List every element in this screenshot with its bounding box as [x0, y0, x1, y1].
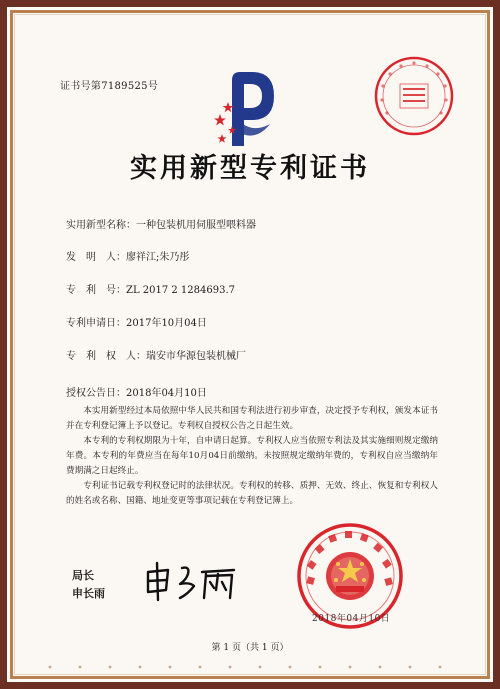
field-label: 专 利 权 人： — [66, 351, 146, 362]
field-label: 专利申请日： — [66, 318, 126, 329]
field-value: 2017年10月04日 — [126, 318, 207, 329]
field-utility-model-name — [66, 216, 256, 231]
certificate-number: 证书号第7189525号 — [60, 81, 159, 92]
handwritten-signature — [142, 560, 242, 602]
signature-name: 申长雨 — [72, 587, 105, 600]
field-label: 发 明 人： — [66, 252, 126, 263]
field-patentee — [66, 347, 246, 362]
verification-stamp-icon — [372, 54, 456, 138]
decorative-dot-row — [40, 664, 460, 670]
body-paragraph: 本专利的专利权期限为十年，自申请日起算。专利权人应当依照专利法及其实施细则规定缴纳年费。本专利的年费应当在每年10月04日前缴纳。未按照规定缴纳年费的，专利权自应当缴纳年费期满之日起终止。 — [66, 436, 438, 476]
certificate-title: 实用新型专利证书 — [130, 153, 370, 184]
field-label: 专 利 号： — [66, 285, 126, 296]
field-value: 一种包装机用伺服型喂料器 — [136, 220, 256, 231]
field-patent-number — [66, 281, 235, 296]
patent-office-emblem-icon — [208, 64, 288, 154]
field-inventors — [66, 248, 189, 263]
body-paragraph: 专利证书记载专利权登记时的法律状况。专利权的转移、质押、无效、终止、恢复和专利权人的姓名或名称、国籍、地址变更等事项记载在专利登记簿上。 — [66, 481, 438, 506]
field-grant-date — [66, 384, 207, 399]
field-label: 实用新型名称： — [66, 220, 136, 231]
field-value: ZL 2017 2 1284693.7 — [126, 285, 236, 296]
field-value: 廖祥江;朱乃彤 — [126, 252, 190, 263]
body-paragraph: 本实用新型经过本局依照中华人民共和国专利法进行初步审查，决定授予专利权，颁发本证书并在专利登记簿上予以登记。专利权自授权公告之日起生效。 — [66, 406, 438, 431]
field-value: 2018年04月10日 — [126, 388, 207, 399]
field-value: 瑞安市华源包装机械厂 — [146, 351, 246, 362]
seal-date: 2018年04月10日 — [312, 614, 391, 624]
signature-title: 局长 — [72, 569, 94, 582]
field-application-date — [66, 314, 207, 329]
certificate-body — [66, 404, 438, 509]
field-label: 授权公告日： — [66, 388, 126, 399]
page-number: 第 1 页（共 1 页） — [211, 643, 289, 653]
